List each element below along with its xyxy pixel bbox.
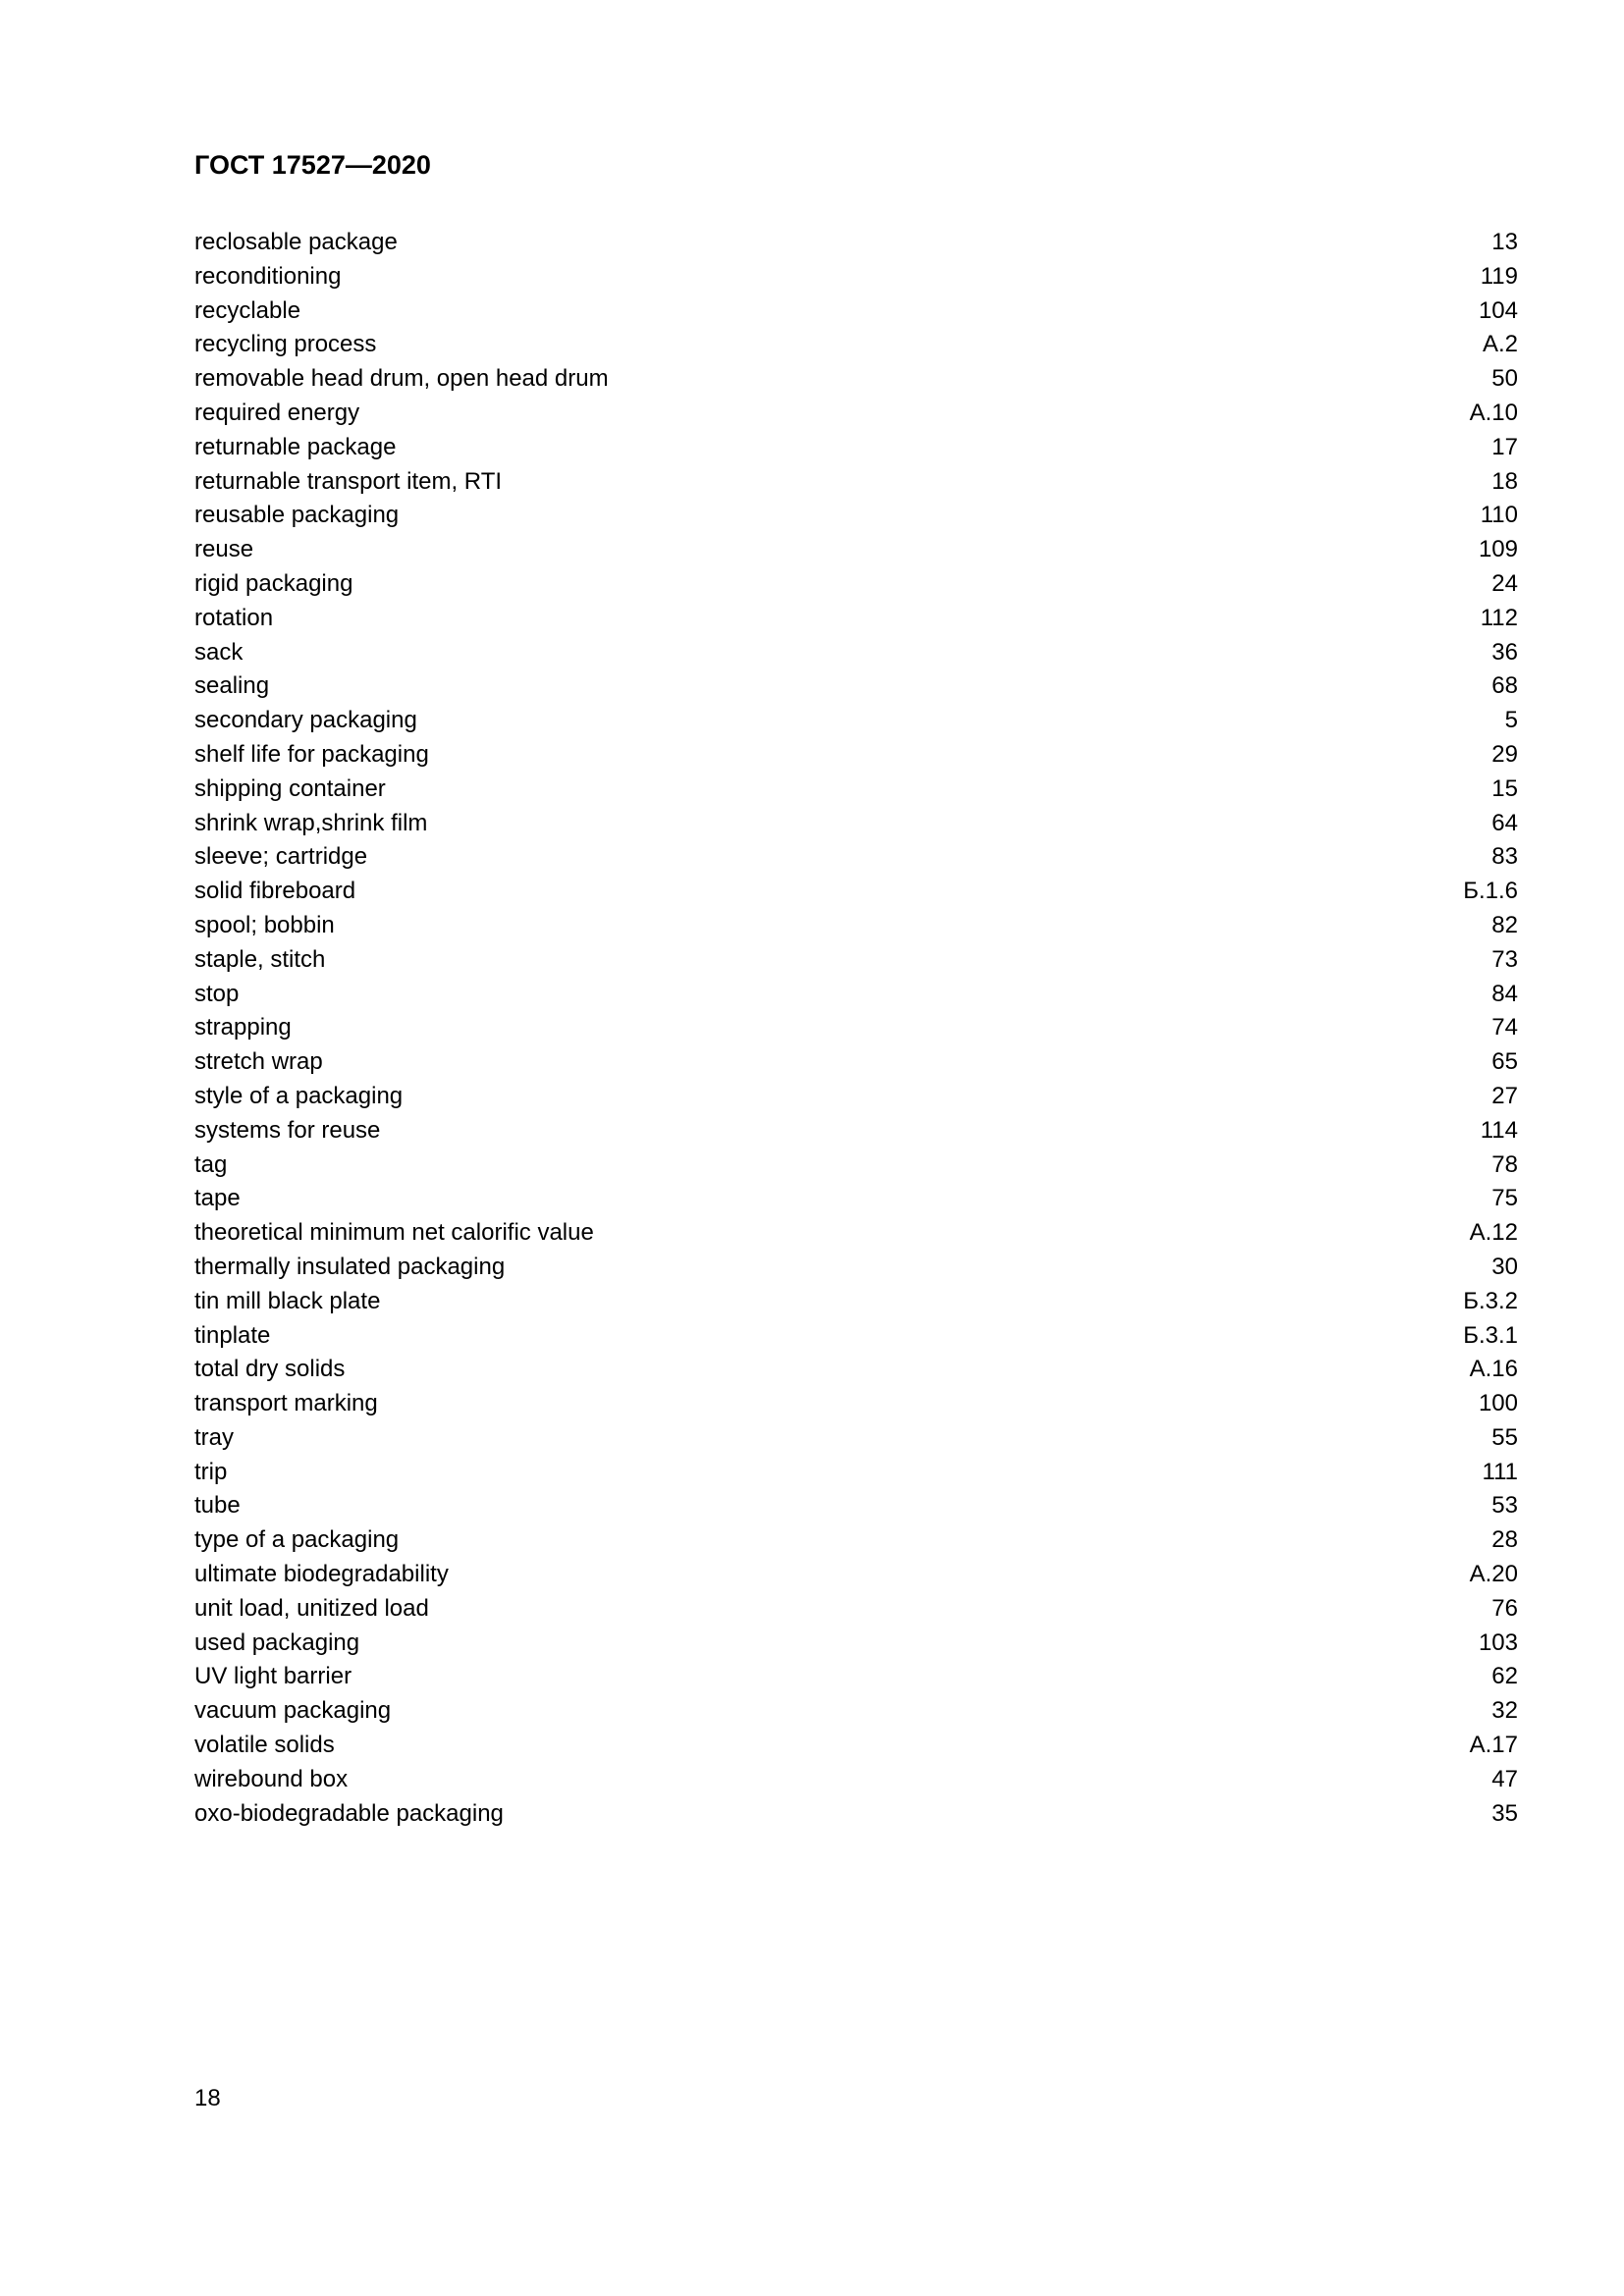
index-term: thermally insulated packaging — [194, 1253, 506, 1280]
index-reference: 18 — [1491, 467, 1518, 495]
index-term: unit load, unitized load — [194, 1594, 429, 1622]
index-term: solid fibreboard — [194, 878, 356, 905]
index-entry — [194, 1319, 1518, 1354]
index-reference: 109 — [1478, 536, 1518, 563]
index-reference: 100 — [1478, 1390, 1518, 1417]
index-entry — [194, 499, 1518, 533]
index-reference: A.12 — [1469, 1219, 1518, 1247]
index-reference: 112 — [1480, 604, 1518, 631]
index-entry — [194, 1114, 1518, 1148]
index-term: tube — [194, 1492, 241, 1520]
index-entry — [194, 704, 1518, 738]
index-reference: 47 — [1491, 1765, 1518, 1792]
index-reference: 32 — [1491, 1697, 1518, 1725]
index-reference: 24 — [1491, 569, 1518, 597]
index-term: tin mill black plate — [194, 1287, 381, 1314]
index-term: removable head drum, open head drum — [194, 365, 609, 393]
index-entry — [194, 1592, 1518, 1627]
index-term: used packaging — [194, 1629, 360, 1656]
index-entry — [194, 978, 1518, 1012]
index-entry — [194, 602, 1518, 636]
index-term: returnable transport item, RTI — [194, 467, 503, 495]
index-entry — [194, 909, 1518, 943]
index-reference: 114 — [1480, 1116, 1518, 1144]
index-term: reconditioning — [194, 262, 342, 290]
index-term: style of a packaging — [194, 1082, 404, 1109]
page-number: 18 — [194, 2085, 221, 2111]
index-term: returnable package — [194, 433, 397, 460]
index-reference: Б.3.1 — [1463, 1321, 1518, 1349]
index-entry — [194, 1558, 1518, 1592]
index-reference: A.17 — [1469, 1732, 1518, 1759]
index-term: recyclable — [194, 296, 301, 324]
index-entry — [194, 1285, 1518, 1319]
index-entry — [194, 1660, 1518, 1694]
index-reference: 55 — [1491, 1423, 1518, 1451]
index-reference: 73 — [1491, 945, 1518, 973]
index-term: type of a packaging — [194, 1526, 400, 1554]
index-reference: 13 — [1491, 229, 1518, 255]
index-term: staple, stitch — [194, 945, 326, 973]
index-reference: 103 — [1478, 1629, 1518, 1656]
index-reference: A.20 — [1469, 1561, 1518, 1588]
index-entry — [194, 1216, 1518, 1251]
index-reference: Б.3.2 — [1463, 1287, 1518, 1314]
index-entry — [194, 1489, 1518, 1523]
index-entry — [194, 1797, 1518, 1832]
index-entry — [194, 1353, 1518, 1387]
index-entry — [194, 1182, 1518, 1216]
index-entry — [194, 875, 1518, 909]
index-reference: 30 — [1491, 1253, 1518, 1280]
index-term: stretch wrap — [194, 1048, 323, 1076]
index-reference: 29 — [1491, 740, 1518, 768]
index-term: rotation — [194, 604, 274, 631]
index-reference: 111 — [1482, 1458, 1518, 1485]
index-term: reusable packaging — [194, 502, 400, 529]
index-term: spool; bobbin — [194, 911, 335, 938]
index-entry — [194, 328, 1518, 362]
index-term: oxo-biodegradable packaging — [194, 1799, 504, 1827]
index-entry — [194, 840, 1518, 875]
index-term: tinplate — [194, 1321, 271, 1349]
index-term: wirebound box — [194, 1765, 349, 1792]
index-reference: 5 — [1504, 707, 1518, 734]
index-entry — [194, 807, 1518, 841]
index-entry — [194, 567, 1518, 602]
index-term: tape — [194, 1185, 241, 1212]
index-reference: 74 — [1491, 1014, 1518, 1041]
index-reference: 84 — [1491, 980, 1518, 1007]
index-reference: 15 — [1491, 774, 1518, 802]
index-term: shrink wrap,shrink film — [194, 809, 428, 836]
index-term: systems for reuse — [194, 1116, 381, 1144]
index-entry — [194, 260, 1518, 294]
index-reference: Б.1.6 — [1463, 878, 1518, 905]
index-entry — [194, 1763, 1518, 1797]
index-term: trip — [194, 1458, 228, 1485]
index-reference: 104 — [1478, 296, 1518, 324]
index-term: rigid packaging — [194, 569, 353, 597]
index-term: stop — [194, 980, 240, 1007]
index-entry — [194, 1011, 1518, 1045]
index-term: reuse — [194, 536, 254, 563]
index-entry — [194, 397, 1518, 431]
index-entry — [194, 943, 1518, 978]
index-term: secondary packaging — [194, 707, 417, 734]
index-entry — [194, 1729, 1518, 1763]
index-entry — [194, 533, 1518, 567]
index-reference: 17 — [1491, 433, 1518, 460]
index-entry — [194, 773, 1518, 807]
index-term: transport marking — [194, 1390, 378, 1417]
index-term: recycling process — [194, 331, 377, 358]
index-term: vacuum packaging — [194, 1697, 392, 1725]
index-term: reclosable package — [194, 229, 398, 255]
index-entry — [194, 669, 1518, 704]
index-entry — [194, 1080, 1518, 1114]
index-reference: 50 — [1491, 365, 1518, 393]
index-entry — [194, 465, 1518, 500]
index-reference: 53 — [1491, 1492, 1518, 1520]
index-entry — [194, 1694, 1518, 1729]
index-entry — [194, 738, 1518, 773]
index-reference: 76 — [1491, 1594, 1518, 1622]
index-entry — [194, 226, 1518, 260]
index-term: ultimate biodegradability — [194, 1561, 449, 1588]
index-reference: A.16 — [1469, 1356, 1518, 1383]
index-entry — [194, 1456, 1518, 1490]
index-reference: A.2 — [1482, 331, 1518, 358]
index-entry — [194, 1421, 1518, 1456]
index-entry — [194, 1523, 1518, 1558]
index-entry — [194, 1045, 1518, 1080]
index-reference: 68 — [1491, 672, 1518, 700]
index-reference: A.10 — [1469, 399, 1518, 426]
index-term: strapping — [194, 1014, 292, 1041]
index-term: sleeve; cartridge — [194, 843, 368, 871]
index-reference: 82 — [1491, 911, 1518, 938]
index-entry — [194, 636, 1518, 670]
index-reference: 64 — [1491, 809, 1518, 836]
index-term: tray — [194, 1423, 235, 1451]
index-entry — [194, 1148, 1518, 1183]
index-reference: 62 — [1491, 1663, 1518, 1690]
index-entry — [194, 431, 1518, 465]
index-reference: 83 — [1491, 843, 1518, 871]
index-term: shipping container — [194, 774, 386, 802]
index-reference: 28 — [1491, 1526, 1518, 1554]
index-term: shelf life for packaging — [194, 740, 429, 768]
index-entry — [194, 294, 1518, 329]
index-reference: 119 — [1480, 262, 1518, 290]
index-reference: 65 — [1491, 1048, 1518, 1076]
index-entry — [194, 1627, 1518, 1661]
index-term: total dry solids — [194, 1356, 346, 1383]
index-term: theoretical minimum net calorific value — [194, 1219, 594, 1247]
alphabetical-index — [194, 226, 1518, 1831]
index-term: tag — [194, 1150, 228, 1178]
document-header: ГОСТ 17527—2020 — [194, 150, 431, 180]
index-term: sealing — [194, 672, 270, 700]
index-reference: 36 — [1491, 638, 1518, 666]
index-entry — [194, 1251, 1518, 1285]
index-term: required energy — [194, 399, 360, 426]
index-term: volatile solids — [194, 1732, 335, 1759]
index-entry — [194, 362, 1518, 397]
index-term: sack — [194, 638, 244, 666]
index-entry — [194, 1387, 1518, 1421]
index-reference: 75 — [1491, 1185, 1518, 1212]
index-term: UV light barrier — [194, 1663, 352, 1690]
index-reference: 78 — [1491, 1150, 1518, 1178]
index-reference: 110 — [1480, 502, 1518, 529]
index-reference: 27 — [1491, 1082, 1518, 1109]
index-reference: 35 — [1491, 1799, 1518, 1827]
